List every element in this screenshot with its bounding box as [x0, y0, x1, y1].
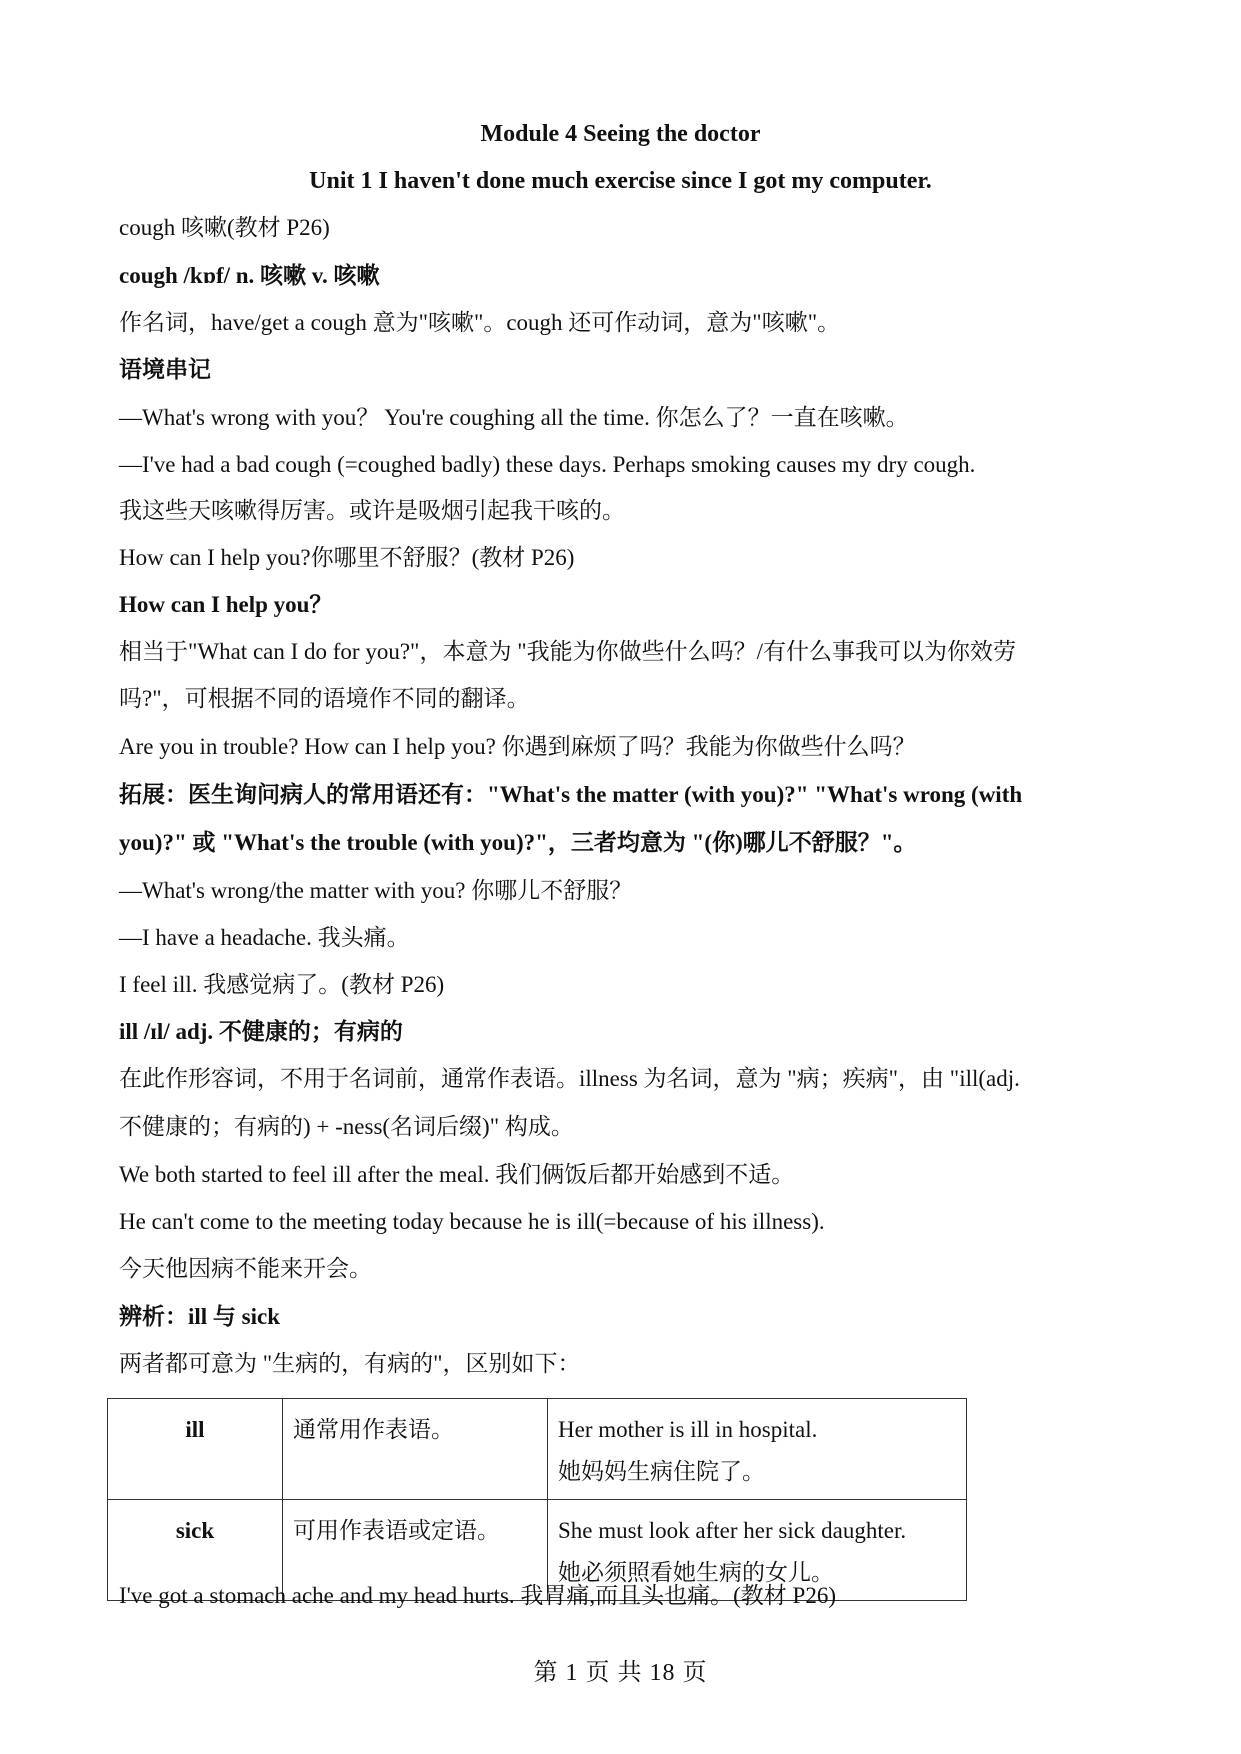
unit-title: Unit 1 I haven't done much exercise since I got my computer. [309, 168, 932, 194]
module-title: Module 4 Seeing the doctor [480, 121, 761, 147]
explanation-cough: 作名词，have/get a cough 意为"咳嗽"。cough 还可作动词，意为"咳嗽"。 [119, 310, 841, 335]
dialogue-line: —What's wrong/the matter with you? 你哪儿不舒服？ [119, 878, 633, 903]
dialogue-line: —I've had a bad cough (=coughed badly) these days. Perhaps smoking causes my dry cough. [119, 452, 976, 477]
page-footer: 第 1 页 共 18 页 [533, 1660, 708, 1686]
table-cell-word: ill [108, 1399, 283, 1500]
section-heading-compare: 辨析：ill 与 sick [119, 1304, 281, 1329]
extension-note: 拓展：医生询问病人的常用语还有："What's the matter (with you)?" "What's wrong (with [119, 782, 1023, 807]
table-cell-usage: 通常用作表语。 [283, 1399, 548, 1500]
explanation-ill: 在此作形容词，不用于名词前，通常作表语。illness 为名词，意为 "病；疾病"，由 "ill(adj. [119, 1066, 1020, 1091]
definition-cough: cough /kɒf/ n. 咳嗽 v. 咳嗽 [119, 263, 380, 288]
extension-note-cont: you)?" 或 "What's the trouble (with you)?"，三者均意为 "(你)哪儿不舒服？"。 [119, 830, 917, 855]
table-cell-example [548, 1399, 967, 1500]
example-en: She must look after her sick daughter. [558, 1518, 907, 1543]
definition-help: How can I help you？ [119, 592, 333, 617]
example-en: Her mother is ill in hospital. [558, 1417, 818, 1442]
table-cell-usage: 可用作表语或定语。 [283, 1500, 548, 1601]
example-sentence: We both started to feel ill after the meal. 我们俩饭后都开始感到不适。 [119, 1162, 795, 1187]
example-zh: 她妈妈生病住院了。 [558, 1459, 765, 1484]
definition-ill: ill /ɪl/ adj. 不健康的；有病的 [119, 1019, 403, 1044]
example-zh: 她必须照看她生病的女儿。 [558, 1560, 834, 1585]
dialogue-line: —What's wrong with you？ You're coughing all the time. 你怎么了？一直在咳嗽。 [119, 405, 909, 430]
example-sentence: Are you in trouble? How can I help you? 你遇到麻烦了吗？我能为你做些什么吗？ [119, 734, 916, 759]
table-cell-word: sick [108, 1500, 283, 1601]
explanation-ill-cont: 不健康的；有病的) + -ness(名词后缀)" 构成。 [119, 1114, 574, 1139]
vocab-heading-cough: cough 咳嗽(教材 P26) [119, 215, 330, 240]
table-row [108, 1399, 967, 1500]
comparison-table [107, 1398, 967, 1601]
explanation-help: 相当于"What can I do for you?"，本意为 "我能为你做些什么吗？/有什么事我可以为你效劳 [119, 639, 1016, 664]
example-sentence: He can't come to the meeting today because he is ill(=because of his illness). [119, 1209, 825, 1234]
compare-intro: 两者都可意为 "生病的，有病的"，区别如下： [119, 1351, 581, 1376]
translation-line: 我这些天咳嗽得厉害。或许是吸烟引起我干咳的。 [119, 498, 625, 523]
explanation-help-cont: 吗?"，可根据不同的语境作不同的翻译。 [119, 686, 530, 711]
vocab-heading-help: How can I help you?你哪里不舒服？(教材 P26) [119, 545, 575, 570]
dialogue-line: —I have a headache. 我头痛。 [119, 925, 410, 950]
vocab-heading-stomach: I've got a stomach ache and my head hurts. 我胃痛,而且头也痛。(教材 P26) [119, 1583, 837, 1608]
vocab-heading-ill: I feel ill. 我感觉病了。(教材 P26) [119, 972, 445, 997]
section-heading-context: 语境串记 [119, 357, 211, 382]
translation-line: 今天他因病不能来开会。 [119, 1256, 372, 1281]
